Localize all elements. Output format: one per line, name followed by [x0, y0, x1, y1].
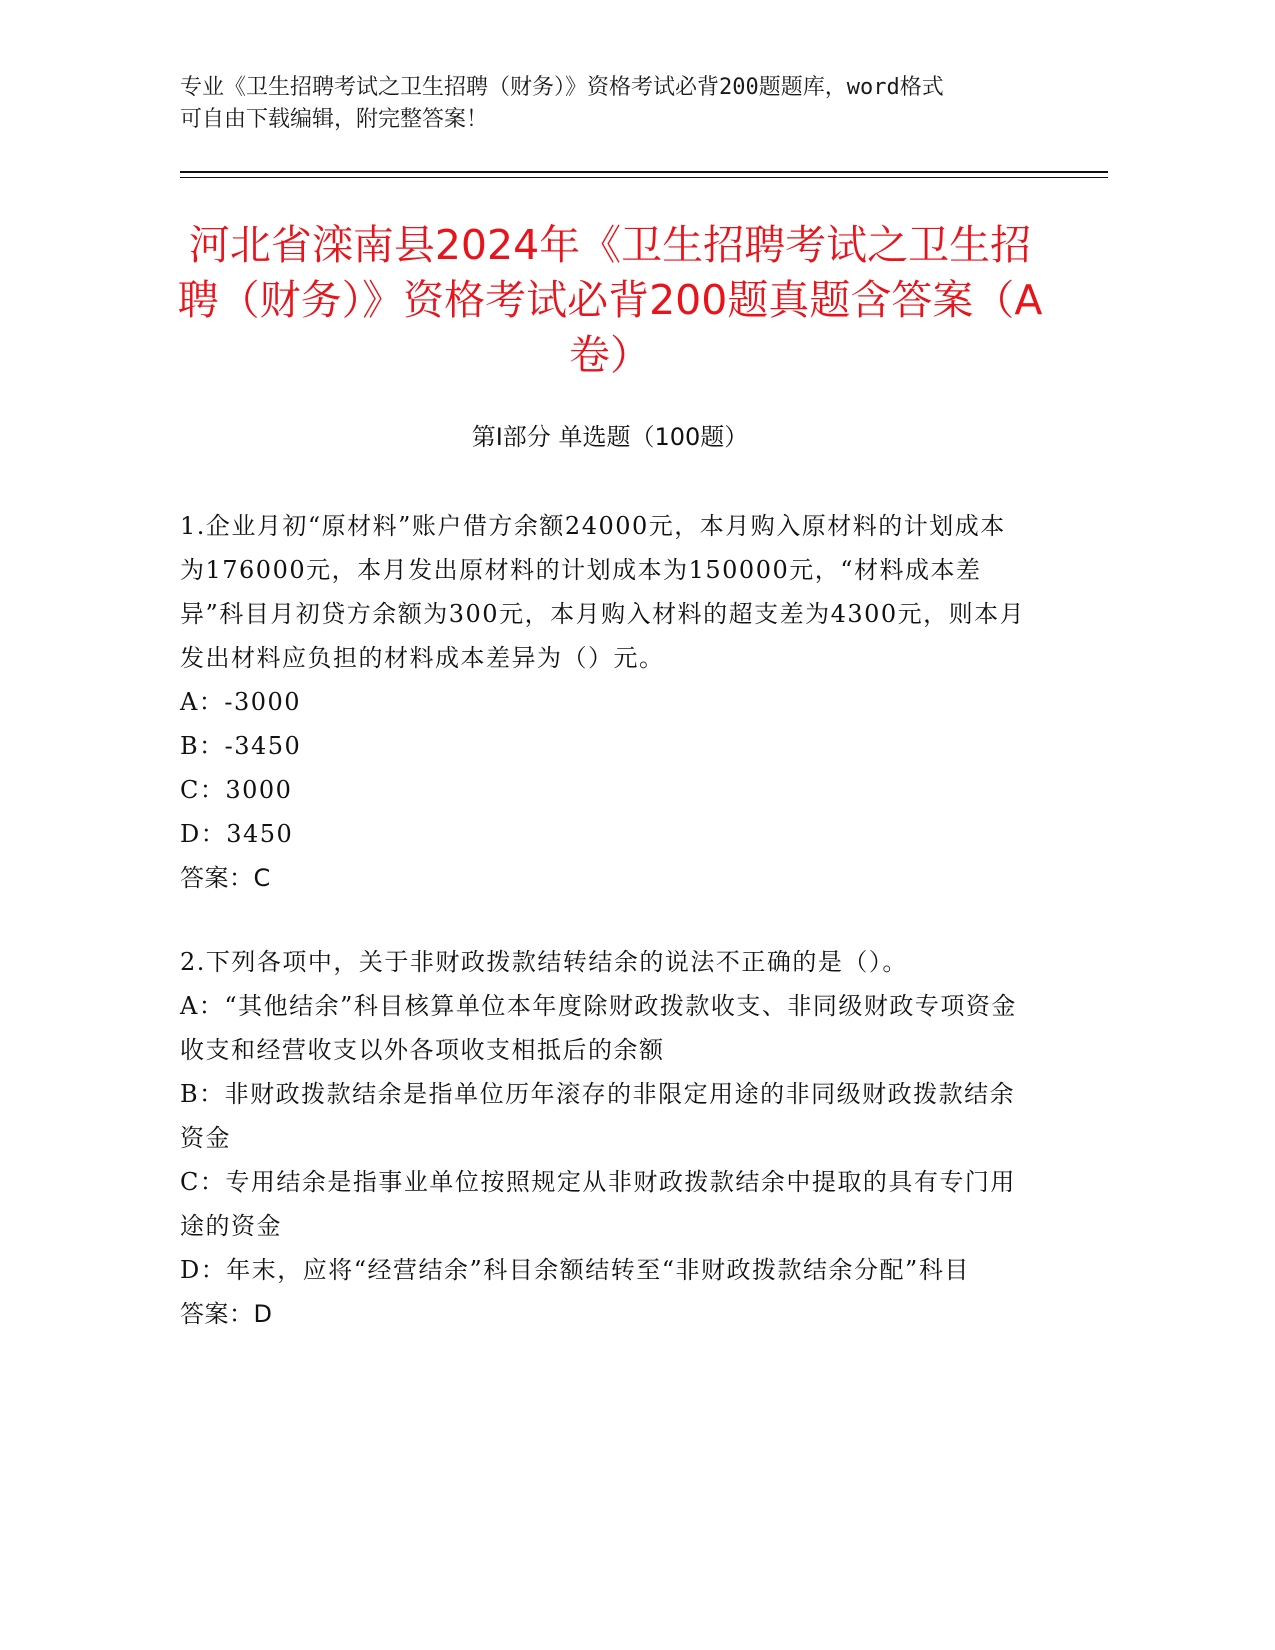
document-title: 河北省滦南县2024年《卫生招聘考试之卫生招聘（财务）》资格考试必背200题真题含答案（A卷）	[177, 221, 1043, 379]
question-1	[180, 504, 1030, 900]
option-c: C：3000	[180, 776, 293, 804]
option-a: A：“其他结余”科目核算单位本年度除财政拨款收支、非同级财政专项资金收支和经营收支以外各项收支相抵后的余额	[180, 992, 1017, 1064]
option-d: D：3450	[180, 820, 294, 848]
question-stem: 2.下列各项中，关于非财政拨款结转结余的说法不正确的是（）。	[180, 948, 908, 976]
option-a: A：-3000	[180, 688, 302, 716]
option-b: B：-3450	[180, 732, 302, 760]
question-stem: 1.企业月初“原材料”账户借方余额24000元，本月购入原材料的计划成本为176000元，本月发出原材料的计划成本为150000元，“材料成本差异”科目月初贷方余额为300元，本月购入材料的超支差为4300元，则本月发出材料应负担的材料成本差异为（）元。	[180, 512, 1026, 672]
header-note	[180, 72, 1040, 136]
answer: 答案：C	[180, 864, 271, 892]
option-d: D：年末，应将“经营结余”科目余额结转至“非财政拨款结余分配”科目	[180, 1256, 970, 1284]
answer: 答案：D	[180, 1300, 273, 1328]
option-c: C：专用结余是指事业单位按照规定从非财政拨款结余中提取的具有专门用途的资金	[180, 1168, 1016, 1240]
header-divider-thick	[180, 171, 1108, 173]
question-2	[180, 940, 1030, 1336]
header-note-line-1: 专业《卫生招聘考试之卫生招聘（财务）》资格考试必背200题题库，word格式	[180, 75, 944, 100]
section-title: 第Ⅰ部分 单选题（100题）	[471, 423, 749, 451]
header-divider-thin	[180, 177, 1108, 178]
header-note-line-2: 可自由下载编辑，附完整答案！	[180, 107, 489, 132]
option-b: B：非财政拨款结余是指单位历年滚存的非限定用途的非同级财政拨款结余资金	[180, 1080, 1016, 1152]
